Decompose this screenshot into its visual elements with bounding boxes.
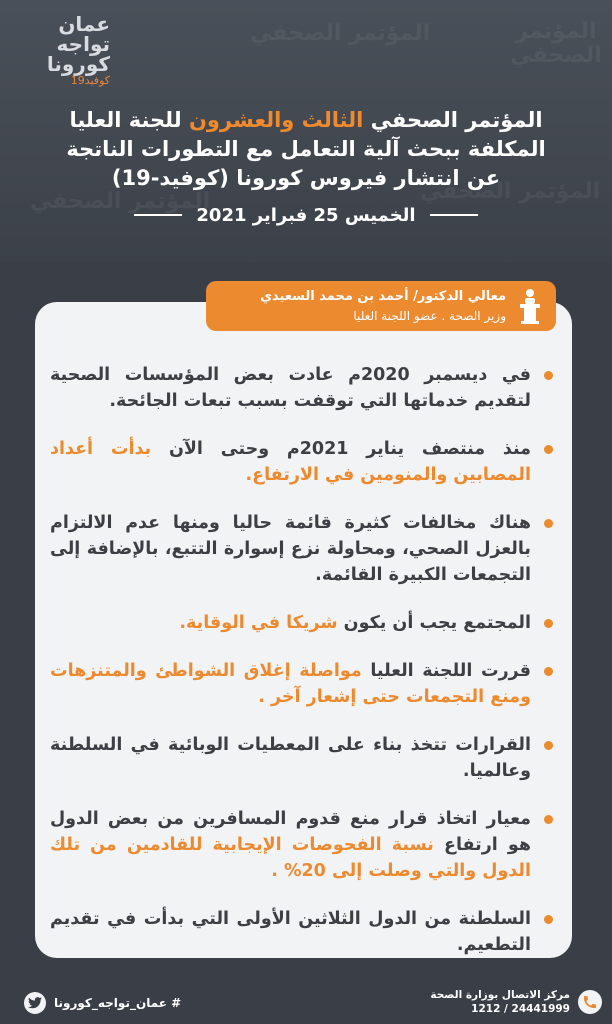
- bullet-icon: [544, 741, 553, 750]
- logo-line: عمان: [58, 12, 110, 36]
- list-item: [50, 510, 557, 588]
- item-text: في ديسمبر 2020م عادت بعض المؤسسات الصحية لتقديم خدماتها التي توقفت بسبب تبعات الجائحة.: [50, 365, 531, 411]
- divider: [430, 214, 478, 216]
- bullet-icon: [544, 519, 553, 528]
- title-highlight: الثالث والعشرون: [188, 108, 364, 132]
- statements-list: [50, 362, 557, 958]
- watermark-text: المؤتمر الصحفي: [420, 179, 601, 204]
- item-text: السلطنة من الدول الثلاثين الأولى التي بدأت في تقديم التطعيم.: [50, 909, 531, 955]
- logo: [10, 14, 110, 94]
- item-text: قررت اللجنة العليا: [361, 661, 531, 681]
- hashtag-text: # عمان_تواجه_كورونا: [54, 996, 182, 1010]
- logo-line: كوفيد19: [70, 74, 110, 87]
- date-label: الخميس 25 فبراير 2021: [196, 204, 416, 226]
- speaker-name: معالي الدكتور/ أحمد بن محمد السعيدي: [260, 289, 506, 304]
- item-highlight: نسبة الفحوصات الإيجابية للقادمين من تلك الدول والتي وصلت إلى 20% .: [50, 835, 531, 881]
- item-highlight: شريكا في الوقاية.: [179, 613, 338, 633]
- item-text: المجتمع يجب أن يكون: [337, 613, 531, 633]
- logo-line: كورونا: [46, 52, 110, 76]
- bullet-icon: [544, 915, 553, 924]
- date-row: [0, 202, 612, 228]
- watermark-text: المؤتمر الصحفي: [250, 21, 431, 46]
- watermark-text: المؤتمر الصحفي: [510, 19, 602, 68]
- list-item: [50, 362, 557, 414]
- list-item: [50, 732, 557, 784]
- twitter-icon: [24, 992, 46, 1014]
- list-item: [50, 906, 557, 958]
- item-highlight: مواصلة إغلاق الشواطئ والمتنزهات ومنع التجمعات حتى إشعار آخر .: [50, 661, 531, 707]
- speaker-role: وزير الصحة . عضو اللجنة العليا: [353, 309, 506, 323]
- list-item: [50, 436, 557, 488]
- hashtag-link[interactable]: [24, 992, 181, 1014]
- bullet-icon: [544, 619, 553, 628]
- list-item: [50, 610, 557, 636]
- bullet-icon: [544, 445, 553, 454]
- divider: [134, 214, 182, 216]
- logo-line: تواجه: [56, 32, 110, 56]
- list-item: [50, 806, 557, 884]
- title-line-3: عن انتشار فيروس كورونا (كوفيد-19): [111, 166, 501, 190]
- call-center[interactable]: [430, 988, 602, 1016]
- item-text: هناك مخالفات كثيرة قائمة حاليا ومنها عدم الالتزام بالعزل الصحي، ومحاولة نزع إسوارة التتبع، بالإضافة إلى التجمعات الكبيرة القائمة.: [50, 513, 531, 585]
- bullet-icon: [544, 667, 553, 676]
- title-post: للجنة العليا: [69, 108, 182, 132]
- title-line-1: [20, 106, 592, 135]
- header-banner: [0, 0, 612, 262]
- page-title: [20, 106, 592, 193]
- item-highlight: بدأت أعداد المصابين والمنومين في الارتفاع.: [50, 439, 531, 485]
- item-text: معيار اتخاذ قرار منع قدوم المسافرين من بعض الدول هو ارتفاع: [50, 809, 531, 855]
- call-center-numbers: 1212 / 24441999: [471, 1003, 570, 1015]
- title-line-2: المكلفة ببحث آلية التعامل مع التطورات الناتجة: [66, 137, 546, 161]
- footer: [0, 984, 612, 1024]
- bullet-icon: [544, 371, 553, 380]
- item-text: منذ منتصف يناير 2021م وحتى الآن: [151, 439, 531, 459]
- podium-icon: [516, 288, 544, 324]
- bullet-icon: [544, 815, 553, 824]
- watermark-text: المؤتمر الصحفي: [30, 189, 211, 214]
- item-text: القرارات تتخذ بناء على المعطيات الوبائية في السلطنة وعالميا.: [50, 735, 531, 781]
- title-pre: المؤتمر الصحفي: [370, 108, 543, 132]
- phone-icon: [578, 990, 602, 1014]
- speaker-badge: [206, 281, 556, 331]
- list-item: [50, 658, 557, 710]
- call-center-label: مركز الاتصال بوزارة الصحة: [430, 989, 570, 1001]
